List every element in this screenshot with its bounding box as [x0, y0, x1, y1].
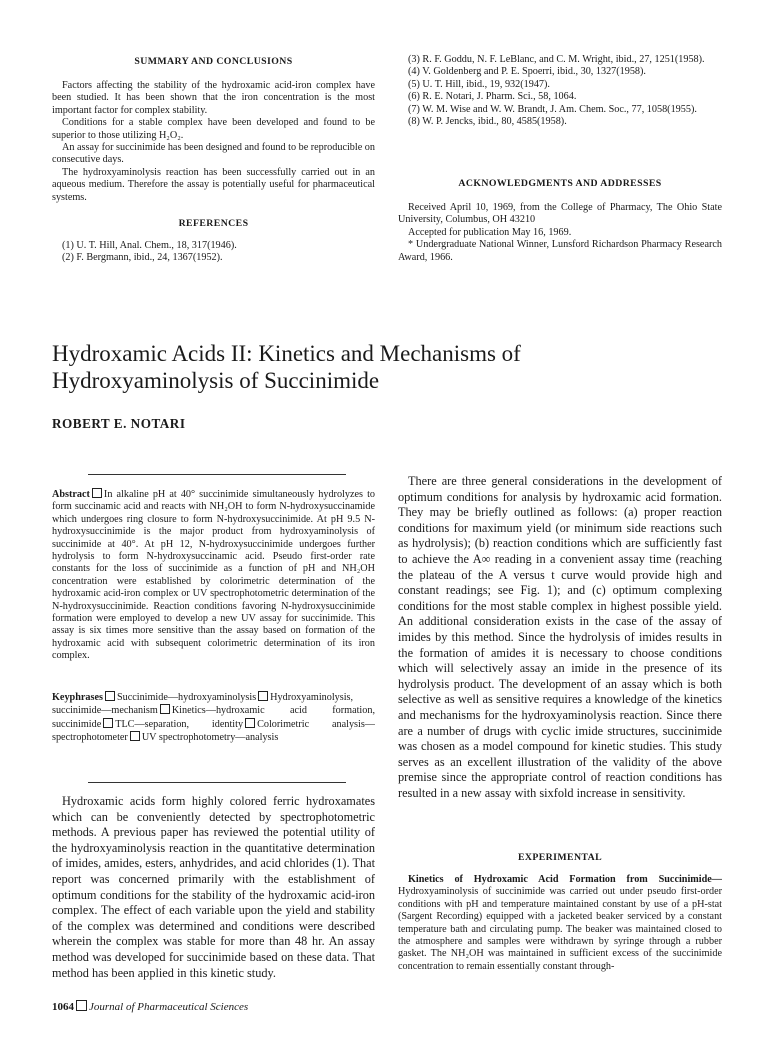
- keyphrase: Succinimide—hydroxyaminolysis: [116, 692, 257, 703]
- page-number: 1064: [52, 1001, 74, 1013]
- summary-paragraph: Conditions for a stable complex have been developed and found to be superior to those utilizing H₂O₂.: [52, 117, 375, 141]
- keyphrase: TLC—separation, identity: [115, 718, 244, 730]
- keyphrase: Kinetics—hydroxamic acid formation, succinimide: [52, 705, 375, 730]
- journal-name: Journal of Pharmaceutical Sciences: [89, 1001, 249, 1013]
- reference-item: (8) W. P. Jencks, ibid., 80, 4585(1958).: [408, 116, 567, 128]
- summary-paragraph: The hydroxyaminolysis reaction has been successfully carried out in an aqueous medium. Therefore the assay is potentially useful for pharmaceutical systems.: [52, 166, 375, 203]
- reference-item: (3) R. F. Goddu, N. F. LeBlanc, and C. M. Wright, ibid., 27, 1251(1958).: [408, 54, 705, 65]
- reference-item: (7) W. M. Wise and W. W. Brandt, J. Am. Chem. Soc., 77, 1058(1955).: [408, 103, 697, 115]
- references-list: [52, 240, 375, 265]
- page-footer: [52, 1000, 248, 1013]
- acknowledgments-heading: ACKNOWLEDGMENTS AND ADDRESSES: [458, 178, 662, 189]
- article-title: Hydroxamic Acids II: Kinetics and Mechanisms of Hydroxyaminolysis of Succinimide: [52, 341, 521, 393]
- received-note: Received April 10, 1969, from the College of Pharmacy, The Ohio State University, Columbus, OH 43210: [398, 202, 722, 226]
- summary-heading: SUMMARY AND CONCLUSIONS: [134, 56, 293, 67]
- intro-right: [398, 474, 722, 801]
- intro-left: [52, 794, 375, 981]
- reference-item: (4) V. Goldenberg and P. E. Spoerri, ibid., 30, 1327(1958).: [408, 66, 646, 78]
- experimental-body: [398, 874, 722, 973]
- checkbox-icon: [103, 718, 113, 728]
- checkbox-icon: [92, 488, 102, 498]
- abstract-text: In alkaline pH at 40° succinimide simultaneously hydrolyzes to form succinamic acid and reacts with NH₂OH to form N-hydroxysuccinamide which undergoes ring closure to form N-hydroxysuccinimide. At pH 9.5 N-hydroxysuccinimide is the major product from hydroxyaminolysis of succinimide at 40°. At pH 12, N-hydroxysuccinimide undergoes further hydrolysis to form N-hydroxysuccinamic acid. Pseudo first-order rate constants for the loss of succinimide as a function of pH and NH₂OH concentration were established by colorimetric determination of the hydroxamic acid-iron complex or UV spectrophotometric determination of the N-hydroxysuccinimide. Reaction conditions favoring N-hydroxysuccinimide formation were employed to develop a new UV assay for succinimide. This assay is six times more sensitive than the assay based on formation of the hydroxamic acid with subsequent colorimetric determination of its iron complex.: [52, 489, 375, 662]
- checkbox-icon: [76, 1000, 87, 1011]
- checkbox-icon: [258, 691, 268, 701]
- checkbox-icon: [130, 731, 140, 741]
- checkbox-icon: [160, 704, 170, 714]
- experimental-lead: Kinetics of Hydroxamic Acid Formation from Succinimide—: [408, 874, 722, 885]
- summary-body: [52, 80, 375, 204]
- author-name: ROBERT E. NOTARI: [52, 416, 186, 431]
- keyphrase: Colorimetric analysis—spectrophotometer: [52, 718, 375, 744]
- keyphrase: Hydroxyaminolysis, succinimide—mechanism: [52, 692, 354, 717]
- abstract-label: Abstract: [52, 489, 90, 500]
- acknowledgments-body: [398, 202, 722, 264]
- accepted-note: Accepted for publication May 16, 1969.: [408, 226, 572, 238]
- keyphrase: UV spectrophotometry—analysis: [141, 732, 279, 744]
- abstract-top-rule: [88, 474, 346, 475]
- keyphrases: [52, 691, 375, 745]
- experimental-heading: EXPERIMENTAL: [517, 852, 603, 863]
- summary-paragraph: Factors affecting the stability of the hydroxamic acid-iron complex have been studied. It has been shown that the iron concentration is the most important factor for complex stability.: [52, 80, 375, 116]
- checkbox-icon: [105, 691, 115, 701]
- references-heading: REFERENCES: [178, 218, 249, 229]
- summary-paragraph: An assay for succinimide has been designed and found to be reproducible on consecutive days.: [52, 142, 375, 166]
- intro-paragraph: There are three general considerations in the development of optimum conditions for analysis by hydroxamic acid formation. They may be briefly outlined as follows: (a) proper reaction conditions for maximum yield (or minimum side reactions such as hydrolysis); (b) reaction conditions which are sufficiently fast to achieve the A∞ reading in a convenient assay time (reaching the plateau of the A versus t curve would provide high and constant readings; see Fig. 1); and (c) optimum complexing conditions for the most stable complex in highest possible yield. An additional consideration exists in the case of the assay of imides by this method. Since the hydrolysis of imides results in the formation of amides it is necessary to choose conditions which will selectively assay an imide in the presence of its hydrolysis product. The development of an assay which is both selective as well as sensitive requires a knowledge of the kinetics and mechanisms for the hydroxyaminolysis reaction. Since there are a number of drugs with cyclic imide structures, succinimide was chosen as a model compound for kinetic studies. This study serves as an excellent illustration of the validity of the above premise since the appropriate control of reaction conditions has resulted in a new assay with sixfold increase in sensitivity.: [398, 474, 722, 800]
- reference-item: (5) U. T. Hill, ibid., 19, 932(1947).: [408, 78, 550, 90]
- references-continued: [398, 54, 722, 128]
- abstract-bottom-rule: [88, 782, 346, 783]
- intro-paragraph: Hydroxamic acids form highly colored ferric hydroxamates which can be conveniently detected by spectrophotometric methods. A previous paper has reviewed the potential utility of the hydroxyaminolysis reaction in the quantitative determination of imides, amides, esters, anhydrides, and acid chlorides (1). That report was concerned primarily with the establishment of optimum conditions for the stability of the hydroxamic acid-iron complex. The effect of each variable upon the yield and stability of the complex was determined and conditions were described wherein the complex was stable for more than 48 hr. An assay method was developed for succinimide based on these data. That method has been applied in this kinetic study.: [52, 794, 375, 980]
- reference-item: (1) U. T. Hill, Anal. Chem., 18, 317(1946).: [62, 240, 237, 251]
- reference-item: (6) R. E. Notari, J. Pharm. Sci., 58, 1064.: [408, 91, 577, 103]
- footnote: * Undergraduate National Winner, Lunsford Richardson Pharmacy Research Award, 1966.: [398, 239, 722, 263]
- abstract: [52, 488, 375, 663]
- keyphrases-label: Keyphrases: [52, 692, 103, 703]
- checkbox-icon: [245, 718, 255, 728]
- reference-item: (2) F. Bergmann, ibid., 24, 1367(1952).: [62, 252, 223, 264]
- experimental-text: Hydroxyaminolysis of succinimide was carried out under pseudo first-order conditions with pH and temperature maintained constant by use of a pH-stat (Sargent Recording) equipped with a jacketed beaker serviced by a constant temperature bath and circulating pump. The beaker was maintained closed to the atmosphere and samples were withdrawn by syringe through a rubber gasket. The NH₂OH was maintained in sufficient excess of the succinimide concentration to remain essentially constant through-: [398, 886, 722, 972]
